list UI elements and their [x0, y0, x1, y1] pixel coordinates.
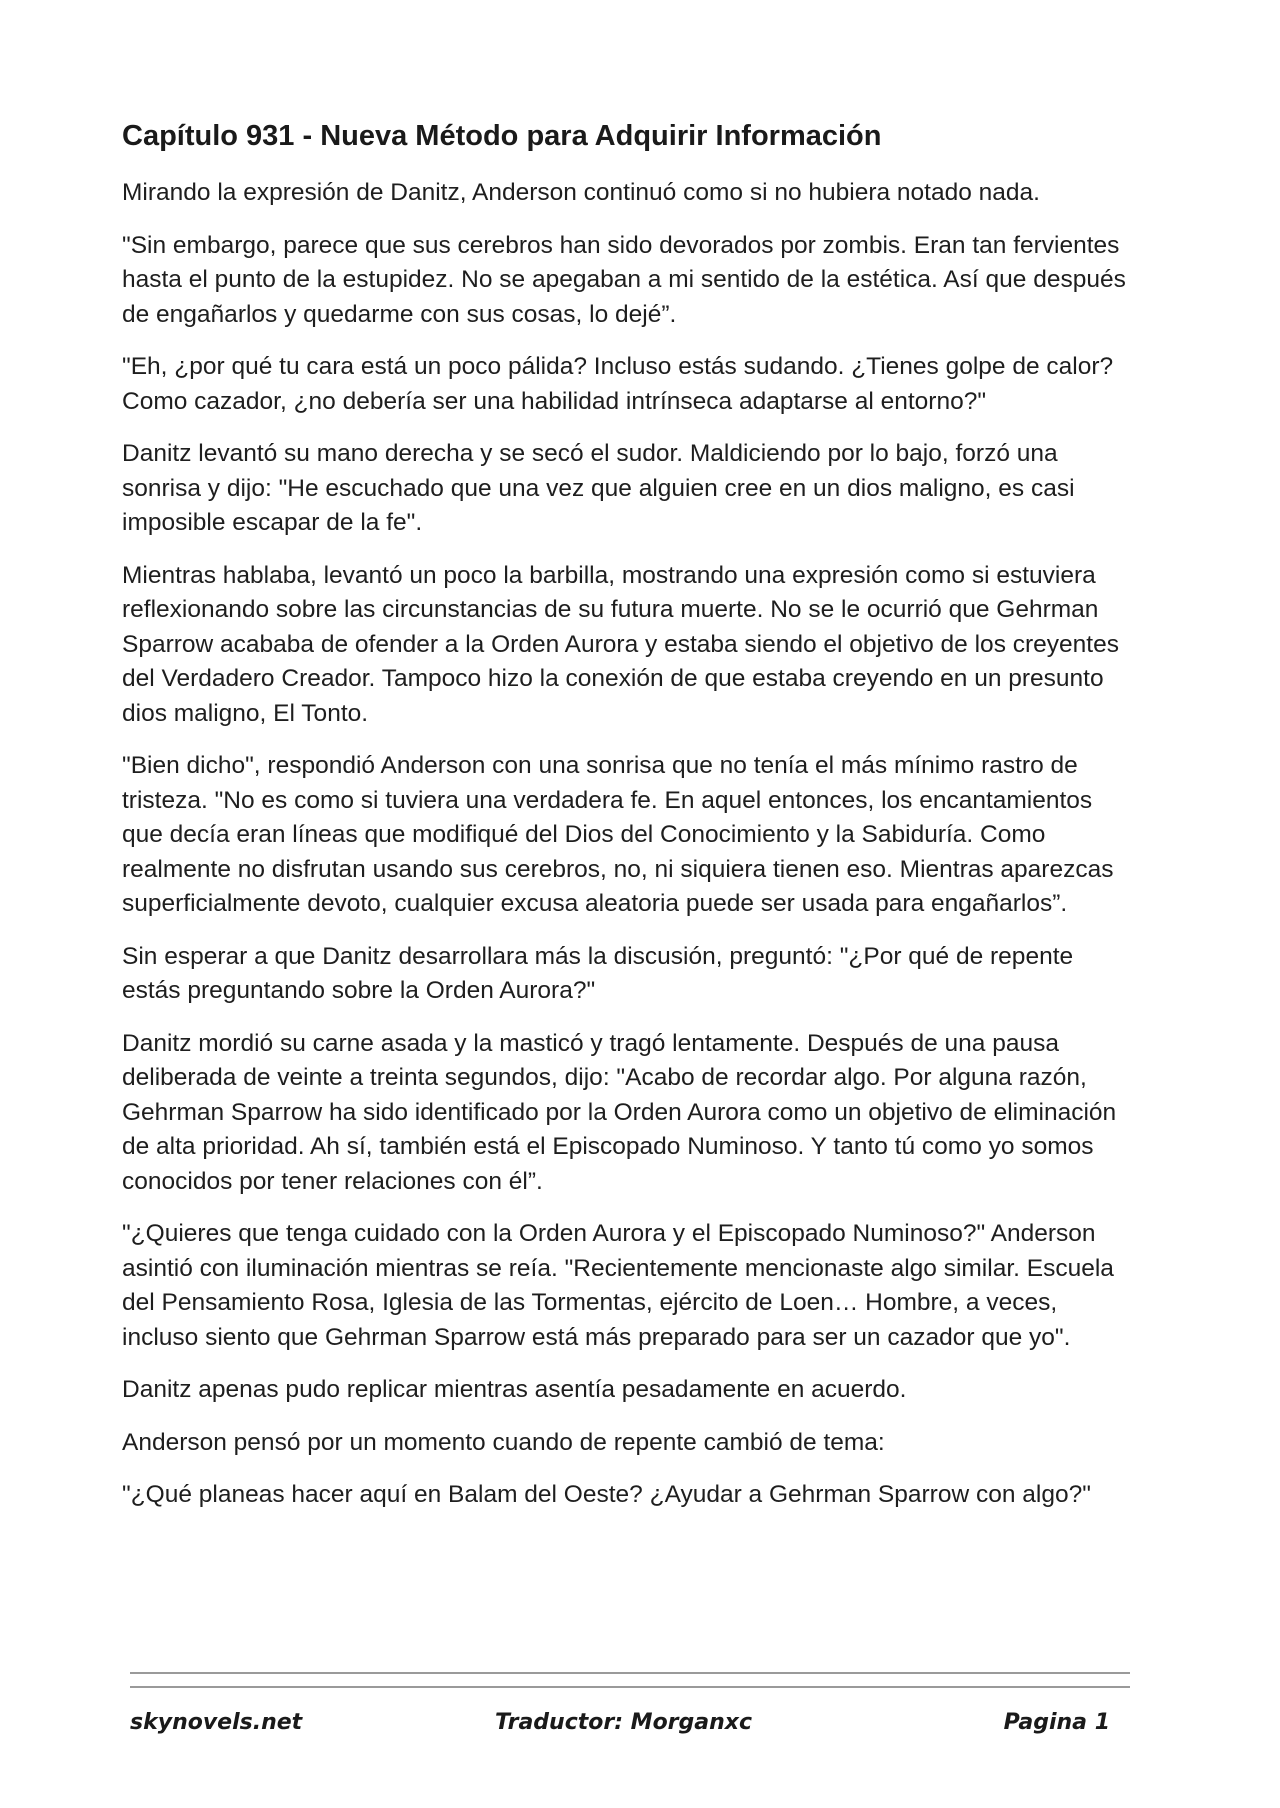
footer-translator: Traductor: Morganxc: [495, 1710, 753, 1735]
paragraph: "¿Quieres que tenga cuidado con la Orden Aurora y el Episcopado Numinoso?" Anderson asintió con iluminación mientras se reía. "Recientemente mencionaste algo similar. Escuela del Pensamiento Rosa, Iglesia de las Tormentas, ejército de Loen… Hombre, a veces, incluso siento que Gehrman Sparrow está más preparado para ser un cazador que yo".: [122, 1220, 1114, 1351]
paragraph: "¿Qué planeas hacer aquí en Balam del Oeste? ¿Ayudar a Gehrman Sparrow con algo?": [122, 1481, 1091, 1508]
paragraph: Danitz apenas pudo replicar mientras asentía pesadamente en acuerdo.: [122, 1376, 907, 1403]
footer-site: skynovels.net: [130, 1710, 303, 1735]
paragraph: Danitz mordió su carne asada y la masticó y tragó lentamente. Después de una pausa deliberada de veinte a treinta segundos, dijo: "Acabo de recordar algo. Por alguna razón, Gehrman Sparrow ha sido identificado por la Orden Aurora como un objetivo de eliminación de alta prioridad. Ah sí, también está el Episcopado Numinoso. Y tanto tú como yo somos conocidos por tener relaciones con él”.: [122, 1029, 1117, 1195]
document-page: [122, 118, 1132, 1531]
paragraph: Mientras hablaba, levantó un poco la barbilla, mostrando una expresión como si estuviera reflexionando sobre las circunstancias de su futura muerte. No se le ocurrió que Gehrman Sparrow acababa de ofender a la Orden Aurora y estaba siendo el objetivo de los creyentes del Verdadero Creador. Tampoco hizo la conexión de que estaba creyendo en un presunto dios maligno, El Tonto.: [122, 561, 1119, 727]
paragraph: Mirando la expresión de Danitz, Anderson continuó como si no hubiera notado nada.: [122, 179, 1040, 206]
page-footer: [130, 1710, 1110, 1742]
paragraph: Anderson pensó por un momento cuando de repente cambió de tema:: [122, 1428, 885, 1456]
paragraph: Sin esperar a que Danitz desarrollara más la discusión, preguntó: "¿Por qué de repente estás preguntando sobre la Orden Aurora?": [122, 942, 1074, 1004]
footer-divider: [130, 1672, 1130, 1700]
chapter-title: Capítulo 931 - Nueva Método para Adquirir Información: [122, 120, 882, 152]
paragraph: Danitz levantó su mano derecha y se secó el sudor. Maldiciendo por lo bajo, forzó una sonrisa y dijo: "He escuchado que una vez que alguien cree en un dios maligno, es casi imposible escapar de la fe".: [122, 440, 1075, 536]
divider-line: [130, 1672, 1130, 1674]
footer-page-number: Pagina 1: [1003, 1710, 1110, 1735]
paragraph: "Sin embargo, parece que sus cerebros han sido devorados por zombis. Eran tan fervientes hasta el punto de la estupidez. No se apegaban a mi sentido de la estética. Así que después de engañarlos y quedarme con sus cosas, lo dejé”.: [122, 231, 1126, 328]
paragraph: "Bien dicho", respondió Anderson con una sonrisa que no tenía el más mínimo rastro de tristeza. "No es como si tuviera una verdadera fe. En aquel entonces, los encantamientos que decía eran líneas que modifiqué del Dios del Conocimiento y la Sabiduría. Como realmente no disfrutan usando sus cerebros, no, ni siquiera tienen eso. Mientras aparezcas superficialmente devoto, cualquier excusa aleatoria puede ser usada para engañarlos”.: [122, 752, 1114, 917]
paragraph: "Eh, ¿por qué tu cara está un poco pálida? Incluso estás sudando. ¿Tienes golpe de calor? Como cazador, ¿no debería ser una habilidad intrínseca adaptarse al entorno?": [122, 353, 1114, 415]
divider-line: [130, 1686, 1130, 1688]
